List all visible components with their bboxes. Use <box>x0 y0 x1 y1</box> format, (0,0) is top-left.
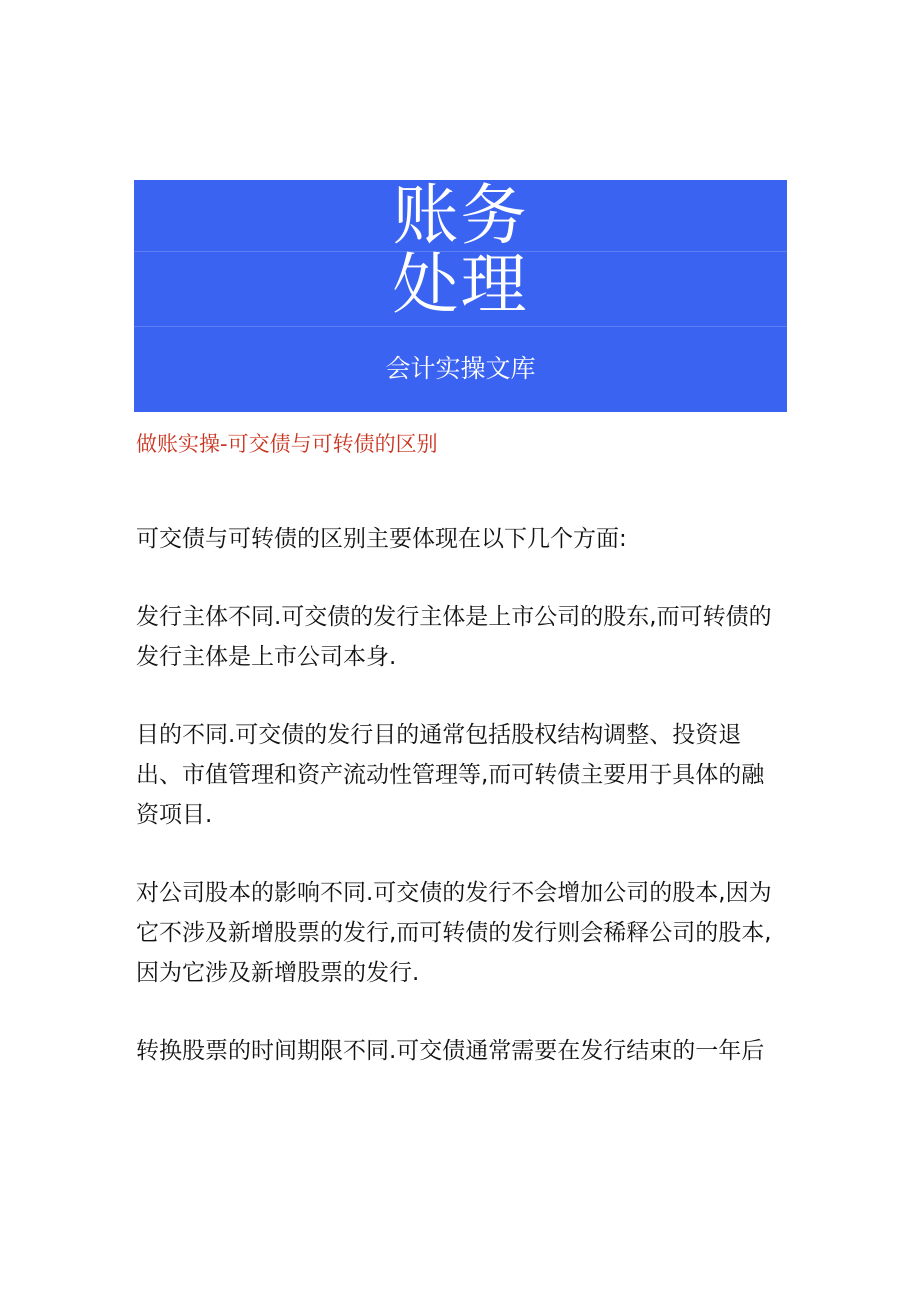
banner-title-line-2: 处理 <box>392 246 529 323</box>
paragraph-purpose: 目的不同.可交债的发行目的通常包括股权结构调整、投资退出、市值管理和资产流动性管理等,而可转债主要用于具体的融资项目. <box>136 722 765 828</box>
document-body <box>136 519 784 1109</box>
banner-divider <box>134 326 787 327</box>
banner-subtitle: 会计实操文库 <box>385 354 536 383</box>
paragraph-intro: 可交债与可转债的区别主要体现在以下几个方面: <box>136 526 627 552</box>
banner-title-line-1: 账务 <box>392 180 529 254</box>
paragraph-share-capital: 对公司股本的影响不同.可交债的发行不会增加公司的股本,因为它不涉及新增股票的发行,而可转债的发行则会稀释公司的股本,因为它涉及新增股票的发行. <box>136 880 772 986</box>
paragraph-conversion-period: 转换股票的时间期限不同.可交债通常需要在发行结束的一年后 <box>136 1038 765 1064</box>
document-title: 做账实操-可交债与可转债的区别 <box>136 432 438 456</box>
paragraph-issuer: 发行主体不同.可交债的发行主体是上市公司的股东,而可转债的发行主体是上市公司本身. <box>136 604 772 670</box>
header-banner <box>134 180 787 412</box>
